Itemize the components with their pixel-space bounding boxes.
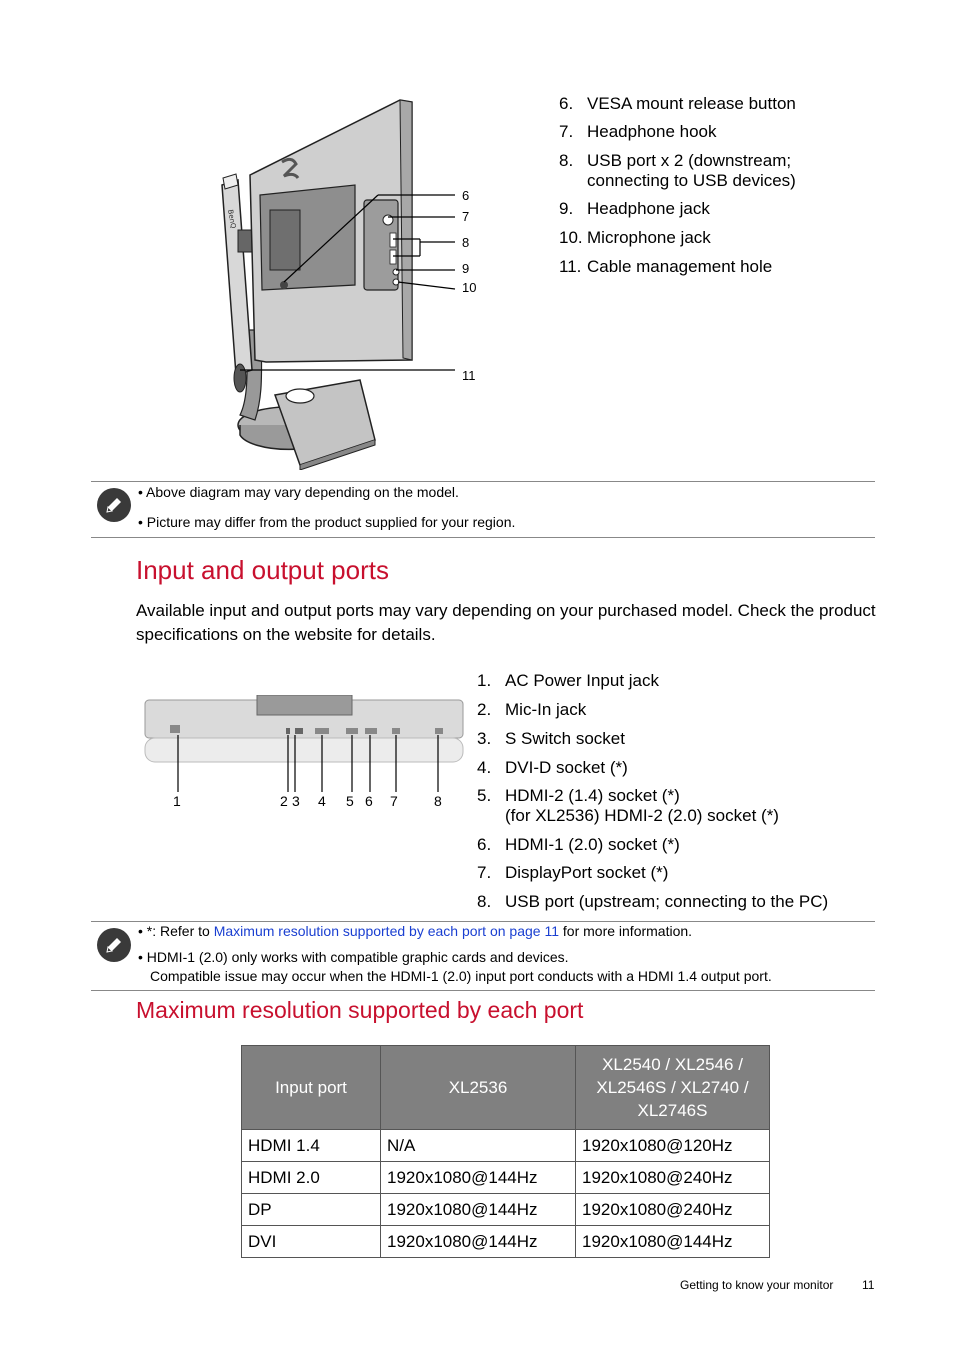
page-number: 11 bbox=[862, 1278, 875, 1292]
list-item: 6. HDMI-1 (2.0) socket (*) bbox=[477, 835, 680, 854]
brand-text: BenQ bbox=[226, 208, 238, 230]
list-item: 6. VESA mount release button bbox=[559, 94, 796, 113]
table-row bbox=[242, 1226, 770, 1258]
table-cell: 1920x1080@144Hz bbox=[381, 1226, 576, 1258]
table-header-cell: Input port bbox=[242, 1046, 381, 1130]
callout-7: 7 bbox=[462, 209, 470, 224]
list-item: 4. DVI-D socket (*) bbox=[477, 758, 628, 777]
list-item: 8. USB port (upstream; connecting to the PC) bbox=[477, 892, 829, 911]
list-item: 3. S Switch socket bbox=[477, 729, 625, 748]
callout-11: 11 bbox=[462, 368, 476, 383]
monitor-side-illustration bbox=[200, 90, 460, 470]
ports-diagram bbox=[140, 695, 470, 809]
table-row bbox=[242, 1162, 770, 1194]
table-row bbox=[242, 1194, 770, 1226]
table-cell: 1920x1080@240Hz bbox=[576, 1162, 770, 1194]
pencil-icon bbox=[97, 928, 131, 962]
ports-illustration bbox=[140, 695, 470, 795]
note-box-ports bbox=[91, 921, 875, 991]
section-title-io-ports: Input and output ports bbox=[136, 555, 389, 585]
table-cell: N/A bbox=[381, 1130, 576, 1162]
table-cell: 1920x1080@120Hz bbox=[576, 1130, 770, 1162]
port-num-1: 1 bbox=[173, 793, 181, 809]
list-item: 11. Cable management hole bbox=[559, 257, 773, 276]
port-num-8: 8 bbox=[434, 793, 442, 809]
note-bullet: • Picture may differ from the product supplied for your region. bbox=[138, 514, 516, 530]
callout-6: 6 bbox=[462, 188, 470, 203]
section-title-max-resolution: Maximum resolution supported by each port bbox=[136, 997, 584, 1023]
table-cell: DP bbox=[242, 1194, 381, 1226]
table-cell: 1920x1080@240Hz bbox=[576, 1194, 770, 1226]
note-bullet: • Above diagram may vary depending on the model. bbox=[138, 484, 459, 500]
list-item: 7. Headphone hook bbox=[559, 122, 717, 141]
list-item: 1. AC Power Input jack bbox=[477, 671, 660, 690]
table-cell: 1920x1080@144Hz bbox=[381, 1194, 576, 1226]
table-cell: DVI bbox=[242, 1226, 381, 1258]
note-bullet-continuation: Compatible issue may occur when the HDMI-1 (2.0) input port conducts with a HDMI 1.4 output port. bbox=[150, 968, 772, 984]
list-item: 7. DisplayPort socket (*) bbox=[477, 863, 669, 882]
table-header-cell: XL2536 bbox=[381, 1046, 576, 1130]
port-num-7: 7 bbox=[390, 793, 398, 809]
note-box-diagram bbox=[91, 481, 875, 538]
callout-9: 9 bbox=[462, 261, 470, 276]
section-paragraph: Available input and output ports may vary depending on your purchased model. Check the product specifications on the website for details. bbox=[136, 601, 876, 644]
list-item: 9. Headphone jack bbox=[559, 199, 710, 218]
table-header-row bbox=[242, 1046, 770, 1130]
table-cell: 1920x1080@144Hz bbox=[576, 1226, 770, 1258]
note-bullet: • *: Refer to Maximum resolution supported by each port on page 11 for more information. bbox=[138, 923, 693, 939]
port-num-4: 4 bbox=[318, 793, 326, 809]
monitor-side-diagram bbox=[200, 90, 477, 475]
list-item: 10. Microphone jack bbox=[559, 228, 711, 247]
port-num-2: 2 bbox=[280, 793, 288, 809]
list-item: 5. HDMI-2 (1.4) socket (*) (for XL2536) HDMI-2 (2.0) socket (*) bbox=[477, 786, 779, 825]
table-cell: HDMI 1.4 bbox=[242, 1130, 381, 1162]
callout-8: 8 bbox=[462, 235, 470, 250]
list-item: 2. Mic-In jack bbox=[477, 700, 587, 719]
table-row bbox=[242, 1130, 770, 1162]
resolution-table-link[interactable]: Maximum resolution supported by each port on page 11 bbox=[213, 923, 559, 939]
note-bullet: • HDMI-1 (2.0) only works with compatible graphic cards and devices. bbox=[138, 949, 569, 965]
footer-section-name: Getting to know your monitor bbox=[680, 1278, 834, 1292]
port-num-3: 3 bbox=[292, 793, 300, 809]
table-cell: 1920x1080@144Hz bbox=[381, 1162, 576, 1194]
list-item: 8. USB port x 2 (downstream; connecting to USB devices) bbox=[559, 151, 796, 190]
resolution-table bbox=[241, 1045, 770, 1258]
table-header-cell: XL2540 / XL2546 / XL2546S / XL2740 / XL2746S bbox=[576, 1046, 770, 1130]
callout-10: 10 bbox=[462, 280, 477, 295]
pencil-icon bbox=[97, 488, 131, 522]
table-cell: HDMI 2.0 bbox=[242, 1162, 381, 1194]
port-num-6: 6 bbox=[365, 793, 373, 809]
port-num-5: 5 bbox=[346, 793, 354, 809]
